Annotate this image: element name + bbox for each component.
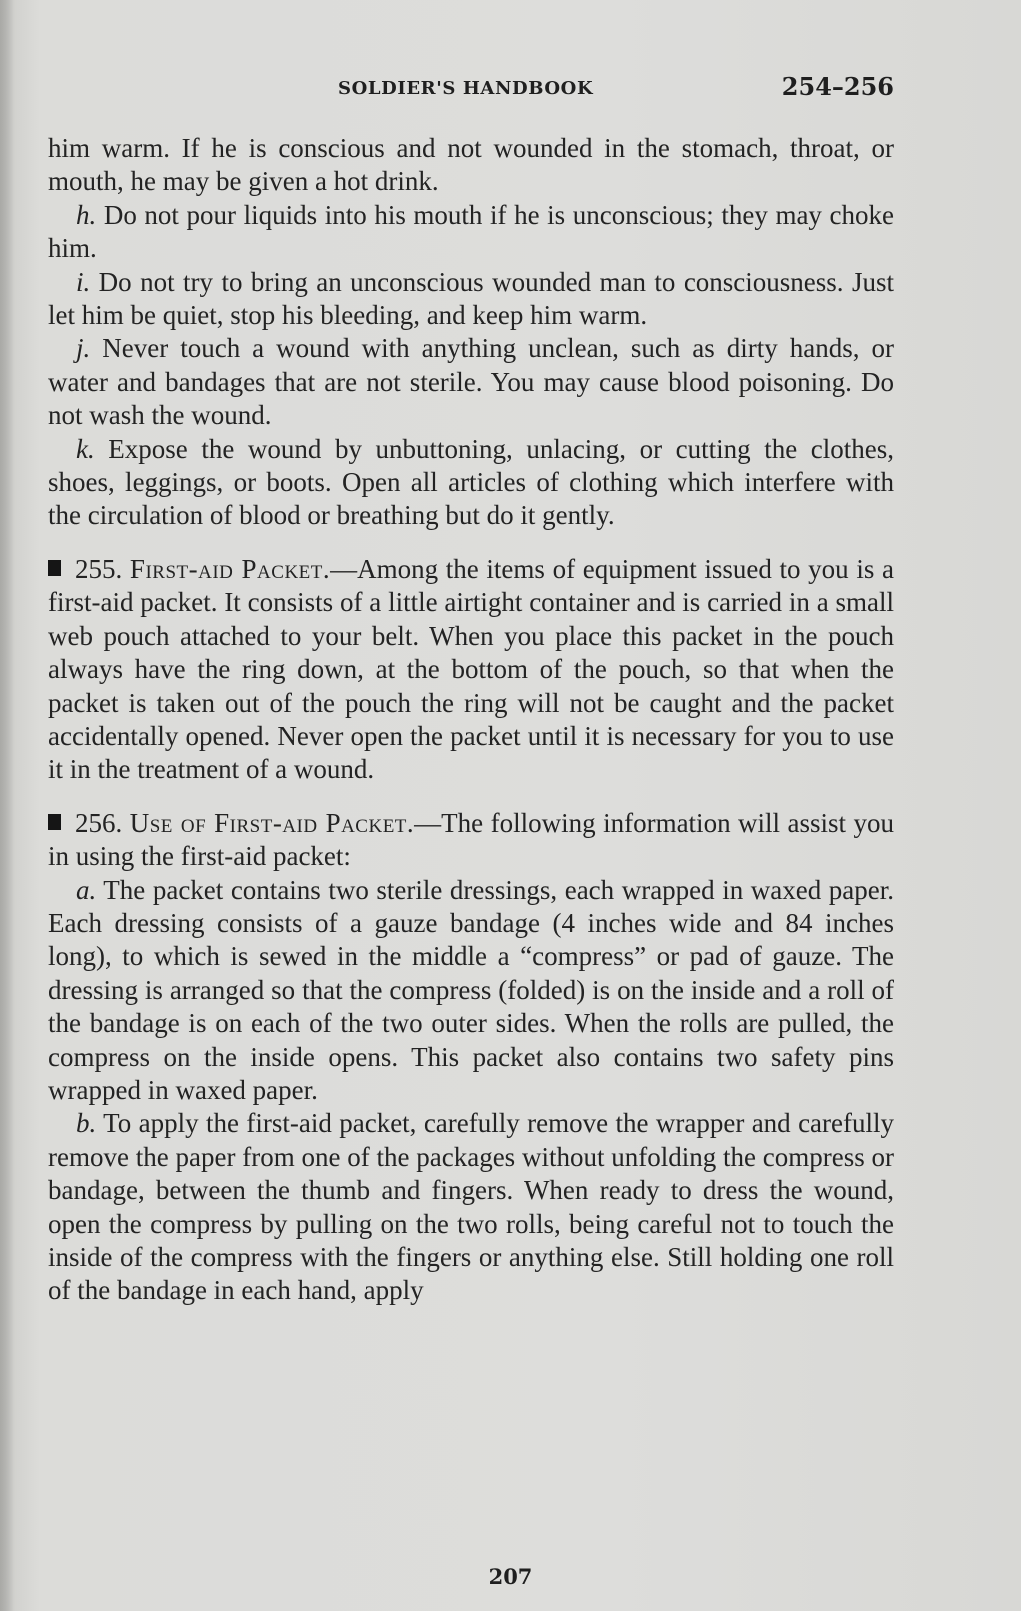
page-header [48, 72, 894, 106]
paragraph-text: Do not pour liquids into his mouth if he is unconscious; they may choke him. [48, 199, 894, 264]
page-number: 207 [488, 1564, 533, 1589]
item-letter: h. [76, 199, 97, 230]
section-256 [48, 807, 894, 874]
section-number: 255. [75, 553, 123, 584]
paragraph-k [48, 433, 894, 533]
binding-shadow [0, 0, 14, 1611]
section-number: 256. [75, 807, 123, 838]
section-title: Use of First-aid Packet. [129, 807, 415, 838]
item-letter: a. [76, 874, 97, 905]
item-letter: k. [76, 433, 95, 464]
section-text: —The following information will assist you in using the first-aid packet: [48, 807, 894, 872]
paragraph-h [48, 199, 894, 266]
item-letter: j. [76, 333, 91, 364]
section-gap [48, 533, 894, 553]
page-body [48, 132, 894, 1308]
section-255 [48, 553, 894, 787]
paragraph-b [48, 1107, 894, 1307]
paragraph-text: The packet contains two sterile dressings, each wrapped in waxed paper. Each dressing consists of a gauze bandage (4 inches wide and 84 inches long), to which is sewed in the middle a “compress” or pad of gauze. The dressing is arranged so that the compress (folded) is on the inside and a roll of the bandage is on each of the two outer sides. When the rolls are pulled, the compress on the inside opens. This packet also contains two safety pins wrapped in waxed paper. [48, 874, 894, 1105]
section-marker-icon [48, 814, 61, 830]
page-footer [0, 1564, 1021, 1589]
paragraph-text: Expose the wound by unbuttoning, unlacing, or cutting the clothes, shoes, leggings, or boots. Open all articles of clothing which interfere with the circulation of blood or breathing but do it gently. [48, 433, 894, 531]
section-text: —Among the items of equipment issued to you is a first-aid packet. It consists of a little airtight container and is carried in a small web pouch attached to your belt. When you place this packet in the pouch always have the ring down, at the bottom of the pouch, so that when the packet is taken out of the pouch the ring will not be caught and the packet accidentally opened. Never open the packet until it is necessary for you to use it in the treatment of a wound. [48, 553, 894, 785]
paragraph-continued [48, 132, 894, 199]
section-gap [48, 787, 894, 807]
section-title: First-aid Packet. [129, 553, 331, 584]
paragraph-i [48, 266, 894, 333]
paragraph-text: To apply the first-aid packet, carefully remove the wrapper and carefully remove the paper from one of the packages without unfolding the compress or bandage, between the thumb and fingers. When ready to dress the wound, open the compress by pulling on the two rolls, being careful not to touch the inside of the compress with the fingers or anything else. Still holding one roll of the bandage in each hand, apply [48, 1108, 894, 1306]
section-marker-icon [48, 560, 61, 576]
item-letter: i. [76, 266, 91, 297]
section-range: 254–256 [781, 72, 894, 101]
paragraph-j [48, 332, 894, 432]
paragraph-text: him warm. If he is conscious and not wounded in the stomach, throat, or mouth, he may be given a hot drink. [48, 133, 894, 197]
paragraph-a [48, 874, 894, 1108]
paragraph-text: Never touch a wound with anything unclean, such as dirty hands, or water and bandages that are not sterile. You may cause blood poisoning. Do not wash the wound. [48, 333, 894, 431]
item-letter: b. [76, 1108, 97, 1139]
running-head: SOLDIER'S HANDBOOK [338, 78, 594, 99]
paragraph-text: Do not try to bring an unconscious wounded man to consciousness. Just let him be quiet, stop his bleeding, and keep him warm. [48, 266, 894, 331]
